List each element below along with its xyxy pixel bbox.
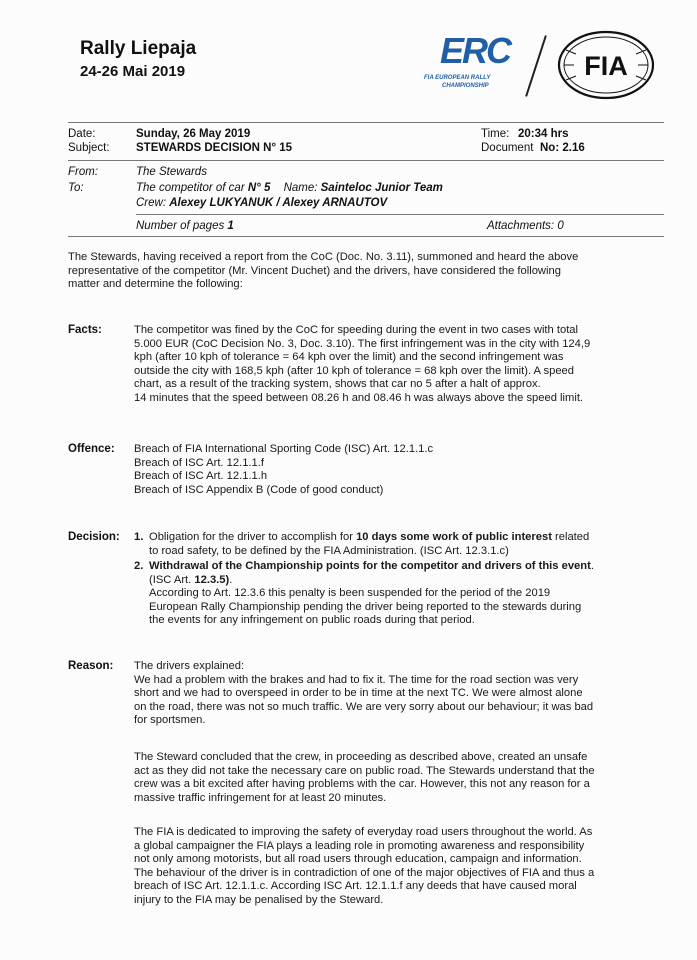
reason-line: The Steward concluded that the crew, in proceeding as described above, created an unsafe [134, 751, 588, 763]
reason-line: not only among motorists, but all road users through education, campaign and information. [134, 853, 582, 866]
reason-line: The drivers explained: [134, 660, 245, 672]
crew-value: Alexey LUKYANUK / Alexey ARNAUTOV [169, 197, 388, 209]
intro-paragraph [68, 251, 668, 292]
to-value: The competitor of car [136, 182, 245, 194]
from-label: From: [68, 166, 99, 178]
decision-item-1-bold: 10 days some work of public interest [356, 531, 552, 543]
decision-item-2-line: According to Art. 12.3.6 this penalty is been suspended for the period of the 2019 [149, 587, 551, 600]
car-number: N° 5 [247, 182, 271, 194]
reason-line: act as they did not take the necessary care on public road. The Stewards understand that the [134, 764, 595, 777]
reason-line: for sportsmen. [134, 714, 206, 727]
intro-line: matter and determine the following: [68, 278, 243, 291]
divider-top [68, 122, 664, 123]
decision-item-2-dot: . [590, 560, 594, 572]
facts-line: outside the city with 168,5 kph (after 10 kph of tolerance = 68 kph over the limit). A speed [134, 364, 574, 377]
reason-line: a global campaigner the FIA plays a leading role in promoting awareness and responsibility [134, 839, 585, 852]
offence-paragraph [134, 443, 669, 497]
facts-line: The competitor was fined by the CoC for speeding during the event in two cases with total [134, 324, 579, 336]
facts-line: 5.000 EUR (CoC Decision No. 3, Doc. 3.10). The first infringement was in the city with 124,9 [134, 337, 591, 350]
decision-item-2-line [149, 560, 669, 574]
reason-line: short and we had to overspeed in order to be in time at the next TC. We were almost alone [134, 687, 583, 700]
reason-line: The behaviour of the driver is in contradiction of one of the major objectives of FIA and thus a [134, 866, 595, 879]
pages-label: Number of pages [136, 220, 225, 232]
divider-bottom [68, 236, 664, 237]
attachments-label: Attachments: [487, 220, 555, 232]
facts-label: Facts: [68, 324, 102, 336]
decision-item-2-ref-dot: . [229, 573, 233, 586]
crew-line [136, 197, 387, 209]
offence-line: Breach of FIA International Sporting Code (ISC) Art. 12.1.1.c [134, 443, 434, 455]
erc-logo-line1: FIA EUROPEAN RALLY [424, 75, 491, 81]
to-line [136, 182, 443, 194]
from-value: The Stewards [136, 166, 207, 178]
facts-line: 14 minutes that the speed between 08.26 h and 08.46 h was always above the speed limit. [134, 391, 584, 404]
date-label: Date: [68, 128, 96, 140]
reason-paragraph-2 [134, 751, 669, 805]
decision-item-2-line [149, 574, 669, 588]
team-name: Sainteloc Junior Team [320, 182, 443, 194]
fia-logo-text: FIA [584, 51, 628, 81]
erc-logo [420, 30, 530, 95]
subject-label: Subject: [68, 142, 110, 154]
reason-line: crew was a bit excited after having problems with the car. However, this not any reason for a [134, 778, 590, 791]
decision-item-2-ref: (ISC Art. [149, 573, 192, 586]
fia-logo [556, 30, 656, 100]
decision-item-1-line: to road safety, to be defined by the FIA Administration. (ISC Art. 12.3.1.c) [149, 544, 509, 557]
event-title: Rally Liepaja [80, 38, 197, 59]
reason-line: The FIA is dedicated to improving the safety of everyday road users throughout the world. As [134, 826, 593, 838]
date-value: Sunday, 26 May 2019 [136, 128, 251, 140]
offence-line: Breach of ISC Appendix B (Code of good conduct) [134, 483, 384, 496]
decision-item-2 [149, 560, 669, 628]
reason-line: injury to the FIA may be penalised by the Steward. [134, 893, 384, 906]
reason-label: Reason: [68, 660, 114, 672]
attachments-line [487, 220, 564, 232]
pages-value: 1 [227, 220, 234, 232]
event-dates: 24-26 Mai 2019 [80, 63, 186, 80]
document-label: Document [481, 142, 534, 154]
to-label: To: [68, 182, 84, 194]
reason-paragraph-1 [134, 660, 669, 728]
pages-line [136, 220, 234, 232]
decision-label: Decision: [68, 531, 120, 543]
erc-logo-mark: ERC [440, 30, 511, 71]
decision-item-2-line: the events for any infringement on public roads during that period. [149, 614, 475, 627]
name-label: Name: [283, 182, 318, 194]
facts-paragraph [134, 324, 669, 406]
decision-item-2-bold: Withdrawal of the Championship points for the competitor and drivers of this event [149, 560, 591, 572]
decision-item-1-line [149, 531, 669, 545]
reason-line: breach of ISC Art. 12.1.1.c. According ISC Art. 12.1.1.f any deeds that have caused moral [134, 880, 577, 893]
offence-line: Breach of ISC Art. 12.1.1.h [134, 470, 268, 483]
crew-label: Crew: [136, 197, 167, 209]
time-value: 20:34 hrs [518, 128, 569, 140]
facts-line: kph (after 10 kph of tolerance = 64 kph over the limit) and the second infringement was [134, 351, 564, 364]
decision-item-2-ref-bold: 12.3.5) [194, 573, 230, 586]
reason-line: massive traffic infringement for at least 20 minutes. [134, 791, 387, 804]
facts-line: chart, as a result of the tracking system, shows that car no 5 after a halt of approx. [134, 378, 541, 391]
divider-meta [68, 160, 664, 161]
decision-item-1 [149, 531, 669, 558]
decision-item-2-line: European Rally Championship pending the driver being reported to the stewards during [149, 600, 582, 613]
offence-label: Offence: [68, 443, 115, 455]
decision-item-2-number: 2. [134, 560, 144, 572]
reason-line: on the road, there was not so much traffic. We are very sorry about our behaviour; it was bad [134, 700, 594, 713]
document-value: No: 2.16 [540, 142, 585, 154]
decision-item-1-number: 1. [134, 531, 144, 543]
decision-item-1-text-end: related [555, 531, 590, 543]
divider-pages [136, 214, 664, 215]
reason-line: We had a problem with the brakes and had to fix it. The time for the road section was very [134, 673, 579, 686]
intro-line: representative of the competitor (Mr. Vincent Duchet) and the drivers, have considered the following [68, 264, 561, 277]
intro-line: The Stewards, having received a report from the CoC (Doc. No. 3.11), summoned and heard the above [68, 251, 579, 263]
offence-line: Breach of ISC Art. 12.1.1.f [134, 456, 264, 469]
reason-paragraph-3 [134, 826, 669, 908]
erc-logo-line2: CHAMPIONSHIP [442, 83, 489, 89]
time-label: Time: [481, 128, 510, 140]
decision-item-1-text: Obligation for the driver to accomplish for [149, 531, 353, 543]
subject-value: STEWARDS DECISION N° 15 [136, 142, 293, 154]
attachments-value: 0 [557, 220, 564, 232]
